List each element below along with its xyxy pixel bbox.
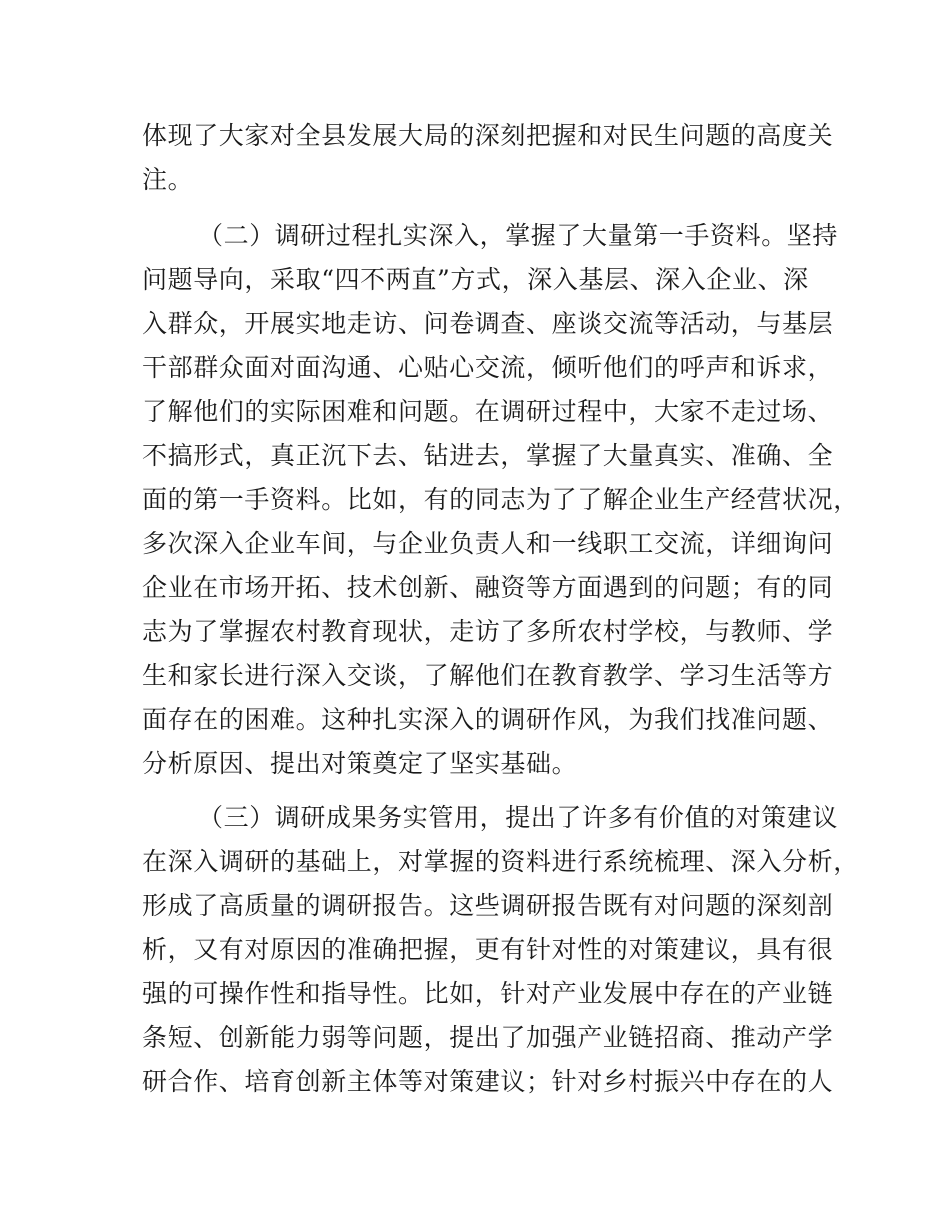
text-line: 面的第一手资料。比如，有的同志为了了解企业生产经营状况，	[142, 485, 859, 514]
text-line: 体现了大家对全县发展大局的深刻把握和对民生问题的高度关	[142, 121, 834, 150]
text-line: 条短、创新能力弱等问题，提出了加强产业链招商、推动产学	[142, 1023, 834, 1052]
text-line: 面存在的困难。这种扎实深入的调研作风，为我们找准问题、	[142, 705, 834, 734]
text-line: 问题导向，采取“四不两直”方式，深入基层、深入企业、深	[142, 265, 809, 294]
text-line: 研合作、培育创新主体等对策建议；针对乡村振兴中存在的人	[142, 1067, 834, 1096]
text-line: 干部群众面对面沟通、心贴心交流，倾听他们的呼声和诉求，	[142, 353, 834, 382]
text-line: 在深入调研的基础上，对掌握的资料进行系统梳理、深入分析，	[142, 847, 859, 876]
text-line: 析，又有对原因的准确把握，更有针对性的对策建议，具有很	[142, 935, 834, 964]
text-line: 了解他们的实际困难和问题。在调研过程中，大家不走过场、	[142, 397, 834, 426]
text-line: 企业在市场开拓、技术创新、融资等方面遇到的问题；有的同	[142, 573, 834, 602]
text-line: 生和家长进行深入交谈，了解他们在教育教学、学习生活等方	[142, 661, 834, 690]
section-heading-line: （二）调研过程扎实深入，掌握了大量第一手资料。坚持	[198, 221, 839, 250]
section-heading-line: （三）调研成果务实管用，提出了许多有价值的对策建议	[198, 803, 839, 832]
text-line: 志为了掌握农村教育现状，走访了多所农村学校，与教师、学	[142, 617, 834, 646]
text-line: 多次深入企业车间，与企业负责人和一线职工交流，详细询问	[142, 529, 834, 558]
text-line: 形成了高质量的调研报告。这些调研报告既有对问题的深刻剖	[142, 891, 834, 920]
text-line: 入群众，开展实地走访、问卷调查、座谈交流等活动，与基层	[142, 309, 834, 338]
text-line: 强的可操作性和指导性。比如，针对产业发展中存在的产业链	[142, 979, 834, 1008]
text-line: 注。	[142, 165, 194, 194]
text-line: 分析原因、提出对策奠定了坚实基础。	[142, 749, 578, 778]
text-line: 不搞形式，真正沉下去、钻进去，掌握了大量真实、准确、全	[142, 441, 834, 470]
